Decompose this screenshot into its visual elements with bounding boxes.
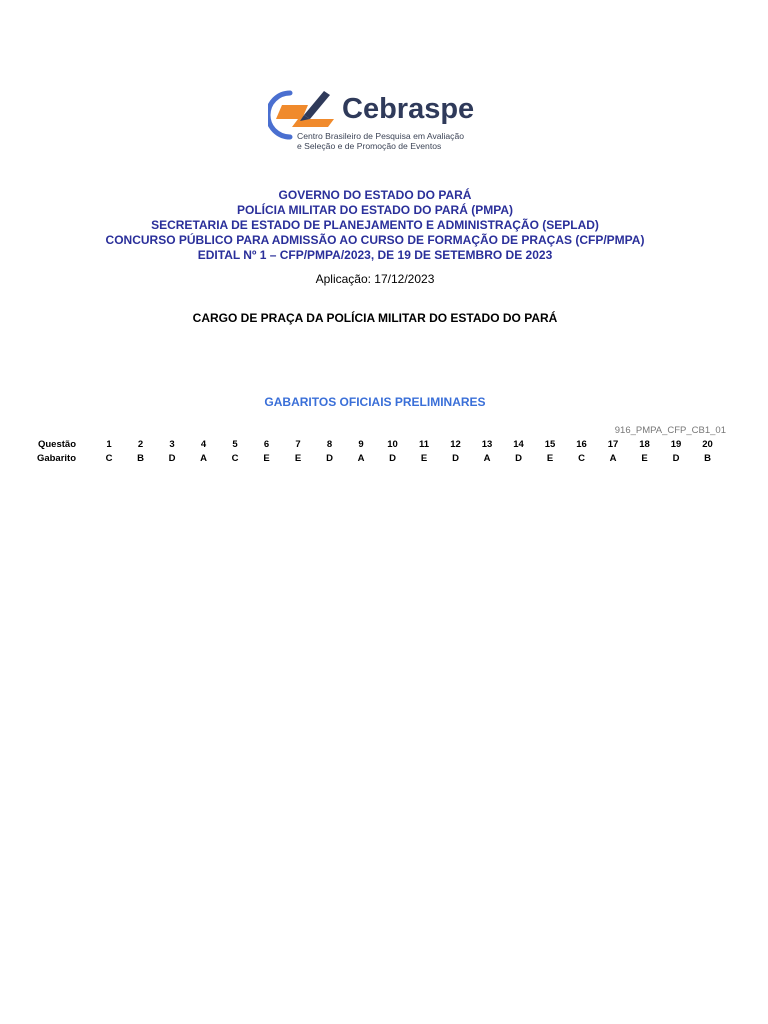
question-number: 18 <box>639 439 650 450</box>
answer-letter: D <box>389 453 396 464</box>
question-number: 11 <box>418 439 430 450</box>
answer-letter: B <box>137 453 144 464</box>
answer-letter: E <box>420 453 428 464</box>
document-header <box>0 188 750 263</box>
answer-letter: E <box>263 453 270 464</box>
logo-name: Cebraspe <box>342 93 475 125</box>
answer-letter: C <box>105 453 113 464</box>
answer-letter: D <box>672 453 680 464</box>
answer-letter: D <box>168 453 176 464</box>
question-number: 16 <box>576 439 587 450</box>
question-number: 2 <box>137 439 144 450</box>
answer-letter: D <box>326 453 333 464</box>
answer-letter: A <box>609 453 617 464</box>
header-line-4: CONCURSO PÚBLICO PARA ADMISSÃO AO CURSO DE FORMAÇÃO DE PRAÇAS (CFP/PMPA) <box>105 233 645 247</box>
logo-tagline-line1: Centro Brasileiro de Pesquisa em Avaliação <box>297 131 465 141</box>
answer-letter: A <box>200 453 207 464</box>
question-number: 13 <box>481 439 493 450</box>
header-line-2: POLÍCIA MILITAR DO ESTADO DO PARÁ (PMPA) <box>237 203 513 217</box>
answer-letter: E <box>294 453 302 464</box>
question-number: 9 <box>358 439 364 450</box>
question-number: 4 <box>200 439 207 450</box>
answer-letter: E <box>641 453 648 464</box>
answer-letter: B <box>704 453 711 464</box>
question-number: 17 <box>607 439 619 450</box>
question-number: 19 <box>670 439 682 450</box>
question-row-label: Questão <box>37 439 76 450</box>
header-line-5: EDITAL Nº 1 – CFP/PMPA/2023, DE 19 DE SETEMBRO DE 2023 <box>197 248 553 262</box>
question-number: 6 <box>263 439 270 450</box>
answer-letter: A <box>357 453 365 464</box>
question-number: 8 <box>326 439 333 450</box>
header-line-3: SECRETARIA DE ESTADO DE PLANEJAMENTO E ADMINISTRAÇÃO (SEPLAD) <box>151 218 599 232</box>
question-number: 5 <box>232 439 238 450</box>
header-line-1: GOVERNO DO ESTADO DO PARÁ <box>278 188 472 202</box>
question-number: 10 <box>387 439 398 450</box>
question-number: 7 <box>295 439 301 450</box>
logo-tagline <box>297 131 464 151</box>
question-number: 14 <box>513 439 524 450</box>
gabaritos-title: GABARITOS OFICIAIS PRELIMINARES <box>264 395 486 409</box>
logo-tagline-line2: e Seleção e de Promoção de Eventos <box>297 141 442 151</box>
answer-letter: C <box>578 453 585 464</box>
answer-letter: A <box>483 453 491 464</box>
question-number: 15 <box>544 439 556 450</box>
answer-row-label: Gabarito <box>36 453 76 464</box>
answer-letter: D <box>515 453 522 464</box>
application-date: Aplicação: 17/12/2023 <box>315 272 435 286</box>
question-number: 12 <box>450 439 461 450</box>
cargo-title: CARGO DE PRAÇA DA POLÍCIA MILITAR DO ESTADO DO PARÁ <box>192 311 558 325</box>
question-number: 3 <box>169 439 175 450</box>
document-code: 916_PMPA_CFP_CB1_01 <box>614 425 726 436</box>
answer-letter: C <box>231 453 239 464</box>
question-number: 1 <box>106 439 112 450</box>
answer-letter: D <box>452 453 459 464</box>
question-number: 20 <box>702 439 713 450</box>
answer-letter: E <box>546 453 554 464</box>
cebraspe-logo <box>268 85 488 155</box>
